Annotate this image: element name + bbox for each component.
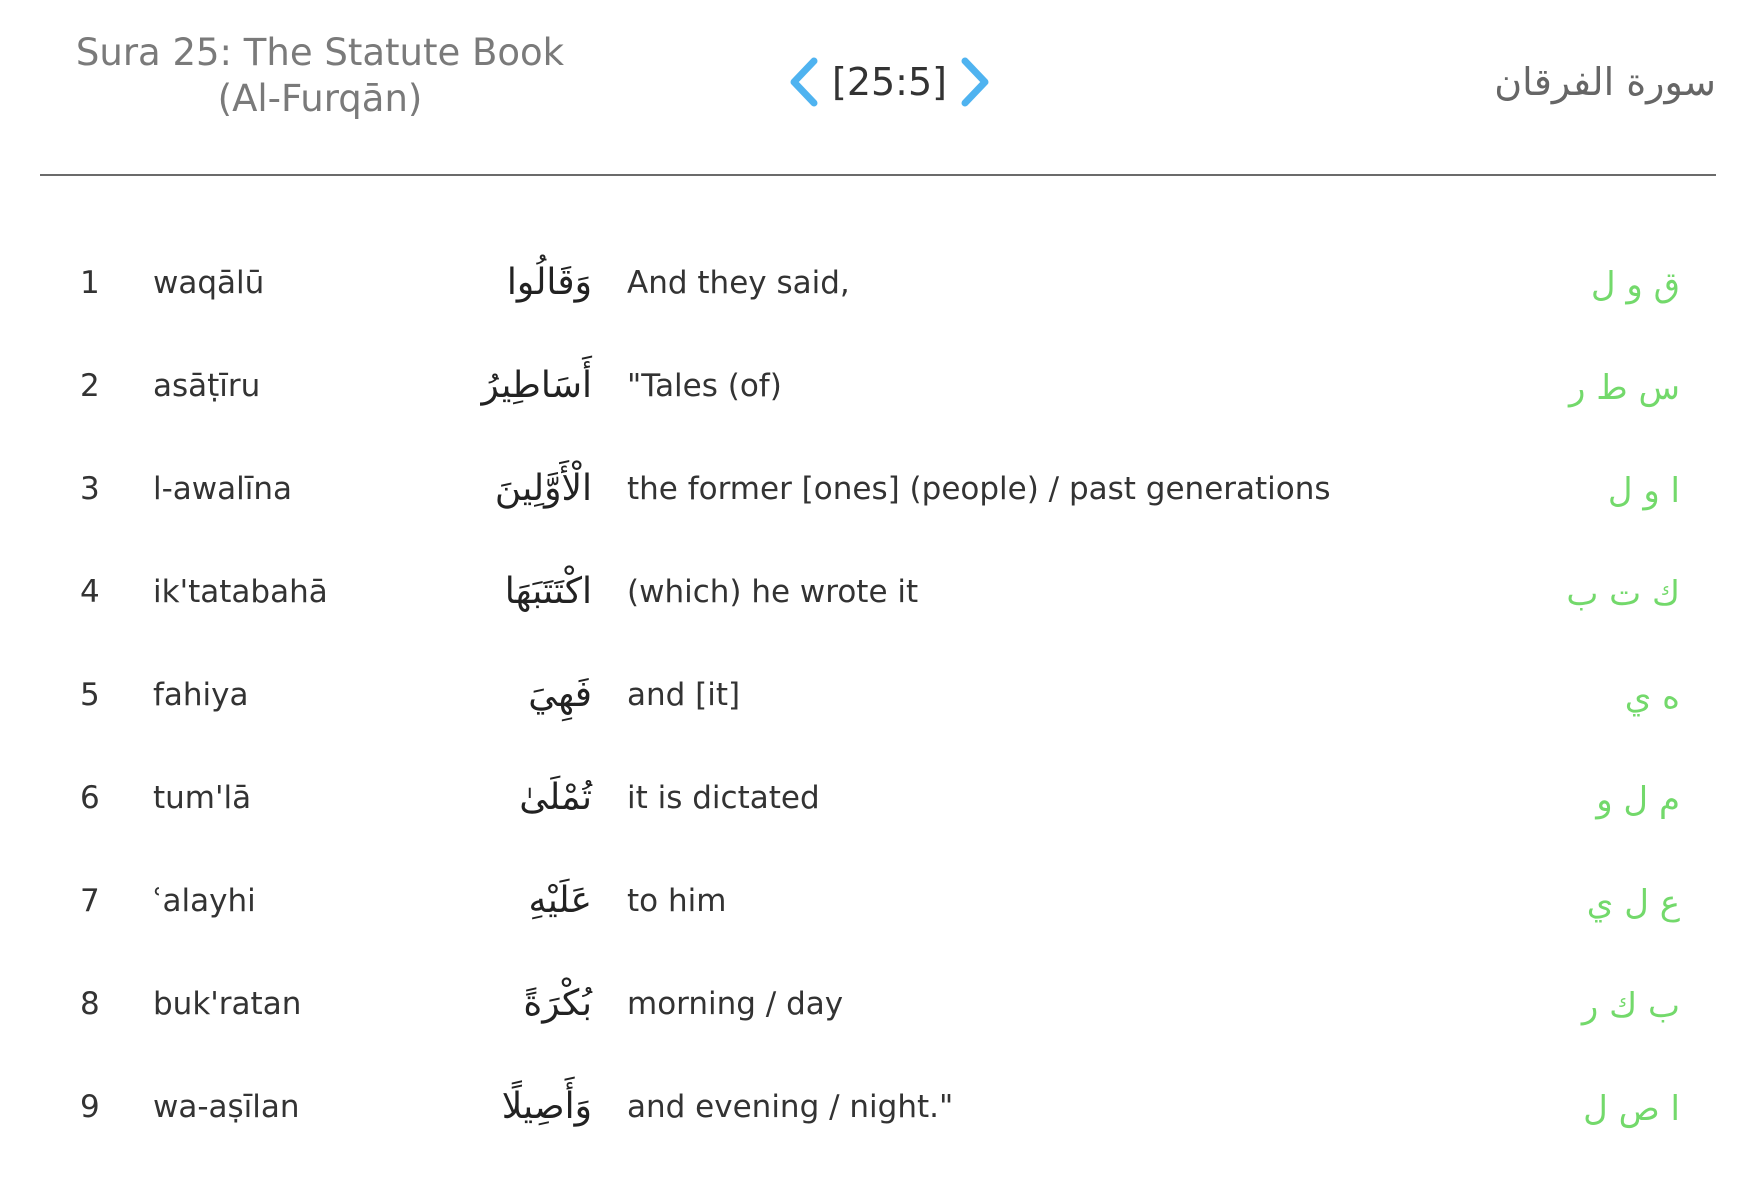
sura-arabic-title: سورة الفرقان	[1494, 60, 1716, 104]
word-root-link[interactable]: ا ص ل	[1583, 1089, 1680, 1129]
word-row[interactable]	[40, 567, 1716, 670]
word-row[interactable]	[40, 773, 1716, 876]
verse-navigation	[780, 52, 999, 112]
word-row[interactable]	[40, 361, 1716, 464]
word-root-link[interactable]: م ل و	[1596, 780, 1680, 820]
word-arabic: عَلَيْهِ	[528, 880, 592, 921]
word-number: 9	[80, 1089, 100, 1125]
word-number: 6	[80, 780, 100, 816]
word-number: 2	[80, 368, 100, 404]
word-arabic: وَقَالُوا	[506, 262, 592, 303]
word-root-link[interactable]: ق و ل	[1590, 265, 1680, 305]
verse-reference: [25:5]	[832, 60, 947, 104]
word-transliteration: wa-aṣīlan	[153, 1089, 300, 1125]
word-row[interactable]	[40, 464, 1716, 567]
word-root-link[interactable]: ا و ل	[1607, 471, 1680, 511]
word-arabic: اكْتَتَبَهَا	[504, 571, 592, 612]
word-number: 4	[80, 574, 100, 610]
word-root-link[interactable]: ب ك ر	[1581, 986, 1680, 1026]
word-root-link[interactable]: ع ل ي	[1586, 883, 1680, 923]
word-arabic: الْأَوَّلِينَ	[494, 468, 592, 509]
word-translation: (which) he wrote it	[627, 574, 919, 610]
word-arabic: فَهِيَ	[528, 674, 592, 715]
chevron-left-icon[interactable]	[780, 52, 826, 112]
word-translation: and evening / night."	[627, 1089, 954, 1125]
word-transliteration: ʿalayhi	[153, 883, 256, 919]
word-row[interactable]	[40, 979, 1716, 1082]
word-table	[40, 258, 1716, 1185]
word-row[interactable]	[40, 1082, 1716, 1185]
word-root-link[interactable]: س ط ر	[1569, 368, 1680, 408]
word-transliteration: asāṭīru	[153, 368, 261, 404]
word-transliteration: ik'tatabahā	[153, 574, 328, 610]
word-number: 3	[80, 471, 100, 507]
word-root-link[interactable]: ك ت ب	[1566, 574, 1680, 614]
word-translation: and [it]	[627, 677, 741, 713]
chevron-right-icon[interactable]	[953, 52, 999, 112]
word-transliteration: waqālū	[153, 265, 265, 301]
word-transliteration: buk'ratan	[153, 986, 302, 1022]
word-translation: morning / day	[627, 986, 844, 1022]
word-translation: it is dictated	[627, 780, 820, 816]
word-number: 8	[80, 986, 100, 1022]
header	[0, 0, 1756, 175]
word-row[interactable]	[40, 258, 1716, 361]
word-arabic: تُمْلَىٰ	[519, 777, 592, 818]
word-transliteration: l-awalīna	[153, 471, 293, 507]
word-row[interactable]	[40, 670, 1716, 773]
word-root-link[interactable]: ه ي	[1624, 677, 1680, 717]
word-row[interactable]	[40, 876, 1716, 979]
word-transliteration: tum'lā	[153, 780, 252, 816]
word-translation: the former [ones] (people) / past generations	[627, 471, 1331, 507]
word-translation: "Tales (of)	[627, 368, 782, 404]
sura-title: Sura 25: The Statute Book (Al-Furqān)	[75, 31, 565, 120]
word-translation: And they said,	[627, 265, 850, 301]
word-arabic: أَسَاطِيرُ	[481, 365, 592, 406]
word-number: 5	[80, 677, 100, 713]
word-arabic: بُكْرَةً	[523, 983, 592, 1024]
word-number: 1	[80, 265, 100, 301]
word-transliteration: fahiya	[153, 677, 249, 713]
word-arabic: وَأَصِيلًا	[501, 1086, 592, 1127]
header-divider	[40, 174, 1716, 176]
word-translation: to him	[627, 883, 727, 919]
word-number: 7	[80, 883, 100, 919]
